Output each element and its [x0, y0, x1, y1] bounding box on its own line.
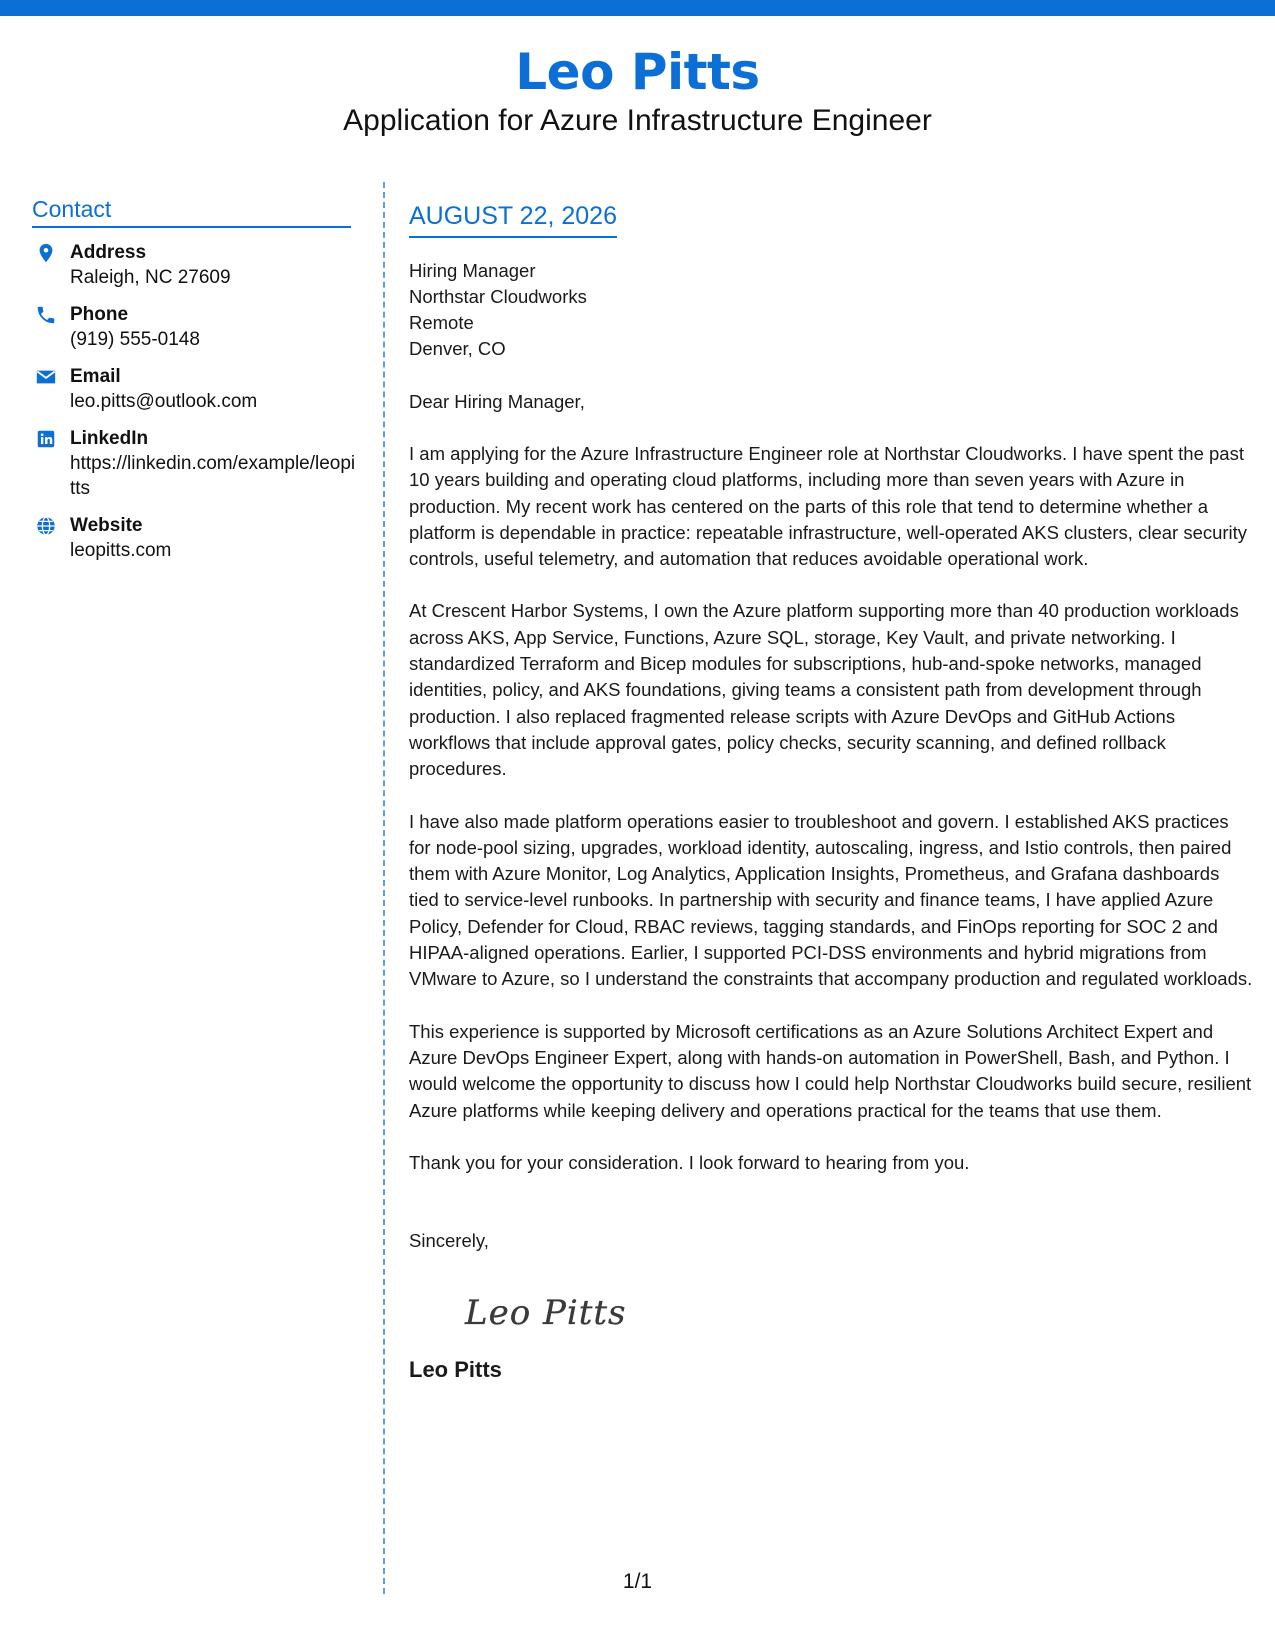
top-accent-bar [0, 0, 1275, 16]
email-value: leo.pitts@outlook.com [70, 391, 258, 412]
signature-glyphs: Leo Pitts [465, 1293, 627, 1334]
contact-item-address [32, 240, 362, 290]
salutation: Dear Hiring Manager, [409, 391, 585, 412]
linkedin-icon [35, 428, 57, 450]
signer-name: Leo Pitts [409, 1357, 502, 1383]
contact-item-email [32, 364, 362, 414]
recipient-line: Denver, CO [409, 338, 506, 359]
recipient-block [409, 258, 1254, 362]
recipient-line: Remote [409, 312, 474, 333]
body-paragraph: Thank you for your consideration. I look forward to hearing from you. [409, 1151, 970, 1173]
letter-date: AUGUST 22, 2026 [409, 200, 617, 238]
page-number: 1/1 [622, 1570, 653, 1593]
website-value[interactable]: leopitts.com [70, 540, 172, 561]
applicant-name: Leo Pitts [515, 43, 760, 101]
phone-icon [35, 304, 57, 326]
contact-item-website [32, 513, 362, 563]
handwritten-signature [461, 1282, 1254, 1342]
body-paragraph: At Crescent Harbor Systems, I own the Azure platform supporting more than 40 production workloads across AKS, App Service, Functions, Azure SQL, storage, Key Vault, and private networking. I standardized Terraform and Bicep modules for subscriptions, hub-and-spoke networks, managed identities, policy, and AKS foundations, giving teams a consistent path from development through production. I also replaced fragmented release scripts with Azure DevOps and GitHub Actions workflows that include approval gates, policy checks, security scanning, and defined rollback procedures. [409, 600, 1239, 780]
recipient-line: Northstar Cloudworks [409, 286, 587, 307]
contact-list [32, 240, 362, 575]
application-subtitle: Application for Azure Infrastructure Engineer [343, 104, 932, 137]
email-icon [35, 366, 57, 388]
website-label: Website [70, 515, 143, 536]
body-paragraph: I am applying for the Azure Infrastructure Engineer role at Northstar Cloudworks. I have spent the past 10 years building and operating cloud platforms, including more than seven years with Azure in production. My recent work has centered on the parts of this role that tend to determine whether a platform is dependable in practice: repeatable infrastructure, well-operated AKS clusters, clear security controls, useful telemetry, and automation that reduces avoidable operational work. [409, 443, 1248, 570]
phone-label: Phone [70, 304, 129, 325]
address-label: Address [70, 242, 147, 263]
body-paragraph: This experience is supported by Microsoft certifications as an Azure Solutions Architect Expert and Azure DevOps Engineer Expert, along with hands-on automation in PowerShell, Bash, and Python. I would welcome the opportunity to discuss how I could help Northstar Cloudworks build secure, resilient Azure platforms while keeping delivery and operations practical for the teams that use them. [409, 1020, 1252, 1121]
contact-item-linkedin [32, 426, 362, 501]
globe-icon [35, 515, 57, 537]
letter-body [409, 258, 1254, 1384]
closing: Sincerely, [409, 1230, 489, 1252]
column-divider [383, 182, 385, 1594]
body-paragraph: I have also made platform operations easier to troubleshoot and govern. I established AKS practices for node-pool sizing, upgrades, workload identity, autoscaling, ingress, and Istio controls, then paired them with Azure Monitor, Log Analytics, Application Insights, Prometheus, and Grafana dashboards tied to service-level runbooks. In partnership with security and finance teams, I have applied Azure Policy, Defender for Cloud, RBAC reviews, tagging standards, and FinOps reporting for SOC 2 and HIPAA-aligned operations. Earlier, I supported PCI-DSS environments and hybrid migrations from VMware to Azure, so I understand the constraints that accompany production and regulated workloads. [409, 810, 1253, 990]
address-value: Raleigh, NC 27609 [70, 267, 231, 288]
linkedin-label: LinkedIn [70, 428, 149, 449]
email-label: Email [70, 366, 121, 387]
phone-value: (919) 555-0148 [70, 329, 200, 350]
contact-item-phone [32, 302, 362, 352]
contact-heading: Contact [32, 195, 351, 228]
recipient-line: Hiring Manager [409, 260, 536, 281]
linkedin-value[interactable]: https://linkedin.com/example/leopitts [70, 453, 356, 499]
map-pin-icon [35, 242, 57, 264]
